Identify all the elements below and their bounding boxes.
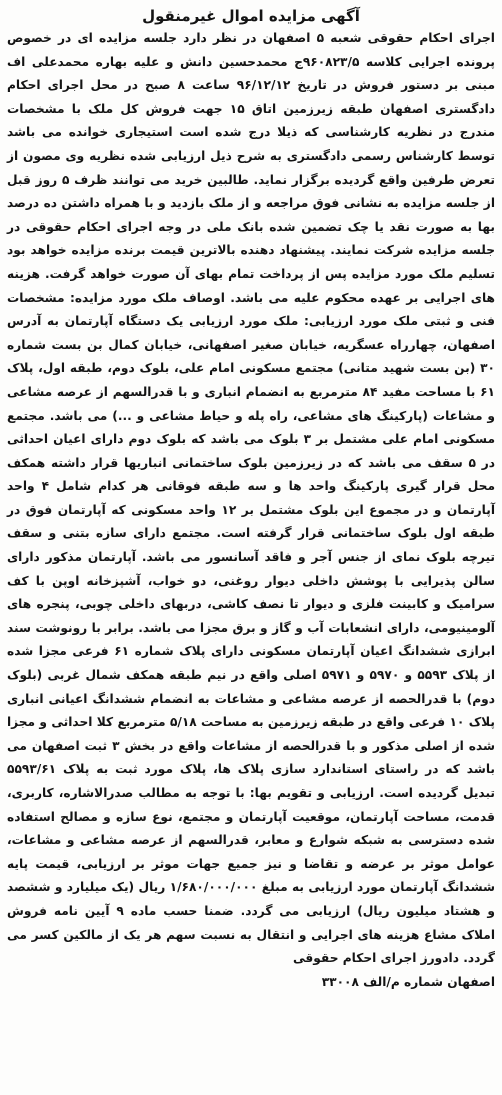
notice-title: آگهی مزایده اموال غیرمنقول xyxy=(142,7,360,25)
notice-signature: اصفهان شماره م/الف ۳۳۰۰۸ xyxy=(321,974,495,989)
notice-body xyxy=(7,27,495,971)
notice-paragraph: اجرای احکام حقوقی شعبه ۵ اصفهان در نظر دارد جلسه مزایده ای در خصوص پرونده اجرایی کلاسه ۹۶۰۸۲۳/۵ج محمدحسین دانش و علیه بهاره محمدعلی اف مبنی بر دستور فروش در تاریخ ۹۶/۱۲/۱۲ ساعت ۸ صبح در محل اجرای احکام دادگستری اصفهان طبقه زیرزمین اتاق ۱۵ جهت فروش کل ملک با مشخصات مندرج در نظریه کارشناسی که ذیلا درج شده است استیجاری خوانده می باشد توسط کارشناس رسمی دادگستری به شرح ذیل ارزیابی شده نظریه وی مصون از تعرض طرفین واقع گردیده برگزار نماید. طالبین خرید می توانند ظرف ۵ روز قبل از جلسه مزایده به نشانی فوق مراجعه و از ملک بازدید و با همراه داشتن ده درصد بها به صورت نقد یا چک تضمین شده بانک ملی در وجه اجرای احکام حقوقی در جلسه مزایده شرکت نمایند. پیشنهاد دهنده بالاترین قیمت برنده مزایده خواهد بود تسلیم ملک مورد مزایده پس از پرداخت تمام بهای آن صورت خواهد گرفت. هزینه های اجرایی بر عهده محکوم علیه می باشد. اوصاف ملک مورد مزایده: مشخصات فنی و ثبتی ملک مورد ارزیابی: ملک مورد ارزیابی یک دستگاه آپارتمان به آدرس اصفهان، چهارراه عسگریه، خیابان صغیر اصفهانی، خیابان کمال بن بست شماره ۳۰ (بن بست شهید متانی) مجتمع مسکونی امام علی، بلوک دوم، طبقه اول، پلاک ۶۱ با مساحت مفید ۸۴ مترمربع به انضمام انباری و با قدرالسهم از عرصه مشاعی و مشاعات (پارکینگ های مشاعی، راه پله و حیاط مشاعی و ...) می باشد. مجتمع مسکونی امام علی مشتمل بر ۳ بلوک می باشد که بلوک دوم دارای اعیان احداثی در ۵ سقف می باشد که در زیرزمین بلوک ساختمانی انباریها قرار داشته همکف محل قرار گیری پارکینگ واحد ها و سه طبقه فوقانی هر کدام شامل ۴ واحد آپارتمان و در مجموع این بلوک مشتمل بر ۱۲ واحد مسکونی که آپارتمان فوق در طبقه اول بلوک ساختمانی قرار گرفته است. مجتمع دارای سازه بتنی و سقف تیرچه بلوک نمای از جنس آجر و فاقد آسانسور می باشد. آپارتمان مذکور دارای سالن پذیرایی با پوشش داخلی دیوار روغنی، دو خواب، آشپزخانه اوپن با کف سرامیک و کابینت فلزی و دیوار تا نصف کاشی، دربهای داخلی چوبی، پنجره های آلومینیومی، دارای انشعابات آب و گاز و برق مجزا می باشد. برابر با رونوشت سند ابرازی ششدانگ اعیان آپارتمان مسکونی دارای پلاک شماره ۶۱ فرعی مجزا شده از پلاک ۵۵۹۳ و ۵۹۷۰ و ۵۹۷۱ اصلی واقع در نیم طبقه همکف شمال غربی (بلوک دوم) با قدرالحصه از عرصه مشاعی و مشاعات به انضمام ششدانگ اعیانی انباری پلاک ۱۰ فرعی واقع در طبقه زیرزمین به مساحت ۵/۱۸ مترمربع کلا احداثی و مجزا شده از اصلی مذکور و با قدرالحصه از مشاعات واقع در بخش ۳ ثبت اصفهان می باشد که در راستای استاندارد سازی پلاک ها، پلاک مورد ثبت به پلاک ۵۵۹۳/۶۱ تبدیل گردیده است. ارزیابی و تقویم بها: با توجه به مطالب صدرالاشاره، کاربری، قدمت، مساحت آپارتمان، موقعیت آپارتمان و مجتمع، نوع سازه و مصالح استفاده شده دسترسی به شبکه شوارع و معابر، قدرالسهم از عرصه مشاعی و مشاعات، عوامل موثر بر عرضه و تقاضا و نیز جمیع جهات موثر بر ارزیابی، قیمت پایه ششدانگ آپارتمان مورد ارزیابی به مبلغ ۱/۶۸۰/۰۰۰/۰۰۰ ریال (یک میلیارد و ششصد و هشتاد میلیون ریال) ارزیابی می گردد. ضمنا حسب ماده ۹ آیین نامه فروش املاک مشاع هزینه های اجرایی و انتقال به نسبت سهم هر یک از مالکین کسر می گردد. دادورز اجرای احکام حقوقی xyxy=(7,31,496,966)
